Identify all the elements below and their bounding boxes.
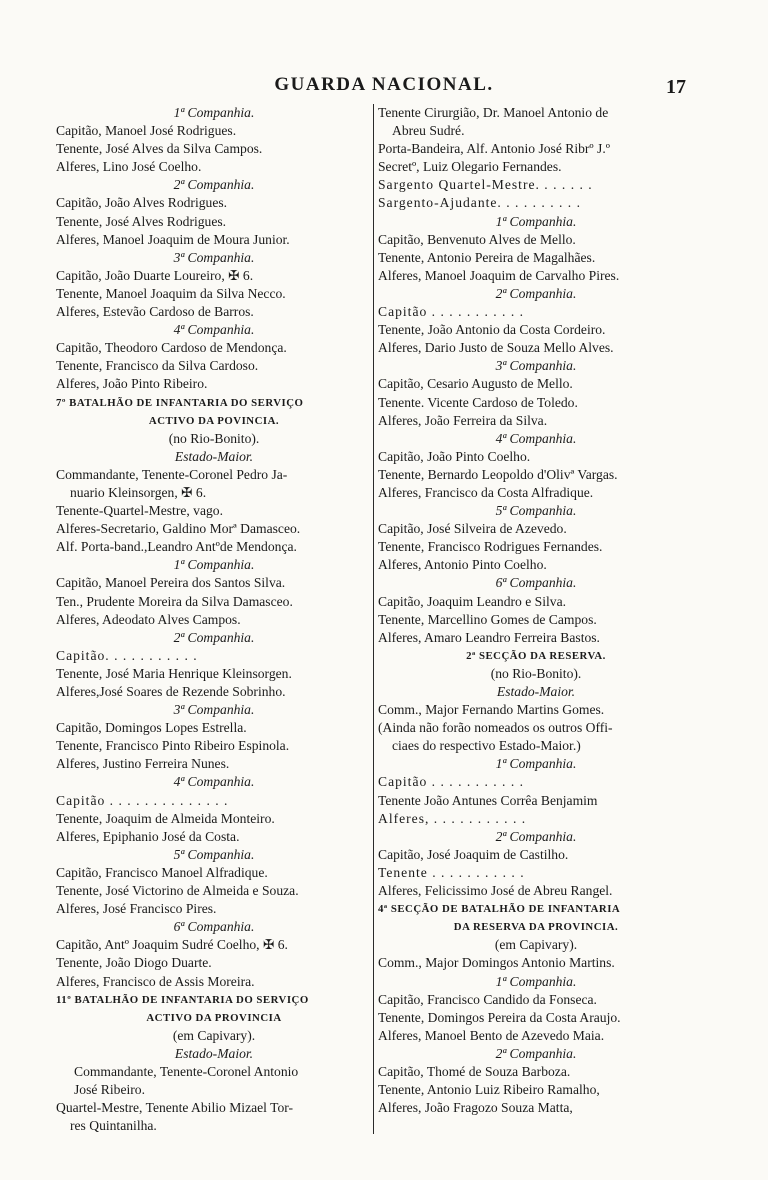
text-line: ACTIVO DA POVINCIA. <box>148 414 280 427</box>
text-line: Sargento-Ajudante. . . . . . . . . . <box>378 195 582 211</box>
text-line: Capitão, Francisco Candido da Fonseca. <box>378 991 597 1007</box>
text-line: Capitão, Manoel Pereira dos Santos Silva. <box>56 575 286 591</box>
text-line: Tenente, José Victorino de Almeida e Souza. <box>56 883 299 899</box>
text-line: Tenente, Antonio Pereira de Magalhães. <box>378 249 596 265</box>
text-line: 6ª Companhia. <box>173 919 255 935</box>
text-line: res Quintanilha. <box>70 1118 157 1134</box>
text-line: José Ribeiro. <box>74 1082 145 1098</box>
text-line: Tenente, Francisco Rodrigues Fernandes. <box>378 539 603 555</box>
text-line: Tenente, Joaquim de Almeida Monteiro. <box>56 810 275 826</box>
text-line: 1ª Companhia. <box>495 973 577 989</box>
text-line: Estado-Maior. <box>174 1045 254 1061</box>
text-line: Commandante, Tenente-Coronel Pedro Ja- <box>56 466 288 482</box>
text-line: Capitão . . . . . . . . . . . . . . <box>56 792 229 808</box>
text-line: Comm., Major Domingos Antonio Martins. <box>378 955 615 971</box>
text-line: ACTIVO DA PROVINCIA <box>146 1011 282 1024</box>
text-line: Capitão, Manoel José Rodrigues. <box>56 123 237 139</box>
text-line: (em Capivary). <box>494 937 578 953</box>
text-line: Capitão . . . . . . . . . . . <box>378 774 525 790</box>
text-line: Alferes, Lino José Coelho. <box>56 159 202 175</box>
text-line: Alferes, Epiphanio José da Costa. <box>56 828 240 844</box>
left-column <box>56 104 372 1135</box>
text-line: 11º BATALHÃO DE INFANTARIA DO SERVIÇO <box>56 993 309 1006</box>
text-line: Tenente, José Maria Henrique Kleinsorgen. <box>56 665 292 681</box>
text-line: Tenente . . . . . . . . . . . <box>378 864 525 880</box>
text-line: Capitão, João Alves Rodrigues. <box>56 195 228 211</box>
text-line: 1ª Companhia. <box>173 557 255 573</box>
text-line: Alferes,José Soares de Rezende Sobrinho. <box>56 684 286 699</box>
text-line: Capitão, Antº Joaquim Sudré Coelho, ✠ 6. <box>56 937 288 953</box>
text-line: Alferes, Adeodato Alves Campos. <box>56 611 241 627</box>
text-line: Capitão . . . . . . . . . . . <box>378 304 525 320</box>
text-line: 2ª Companhia. <box>173 177 255 193</box>
text-line: 5ª Companhia. <box>495 503 577 519</box>
text-line: 1ª Companhia. <box>495 213 577 229</box>
text-line: 4ª SECÇÃO DE BATALHÃO DE INFANTARIA <box>378 903 621 916</box>
text-line: Tenente, Francisco da Silva Cardoso. <box>56 358 259 374</box>
text-line: nuario Kleinsorgen, ✠ 6. <box>70 484 207 500</box>
text-line: Alferes, Manoel Joaquim de Carvalho Pires. <box>378 267 620 283</box>
text-line: Estado-Maior. <box>174 448 254 464</box>
text-line: 4ª Companhia. <box>495 430 577 446</box>
text-line: Tenente, José Alves da Silva Campos. <box>56 141 263 157</box>
text-line: Capitão, Domingos Lopes Estrella. <box>56 720 247 736</box>
page-number: 17 <box>666 76 686 98</box>
text-line: Alferes, João Fragozo Souza Matta, <box>378 1100 573 1116</box>
text-line: Capitão, José Joaquim de Castilho. <box>378 846 569 862</box>
text-line: Capitão, José Silveira de Azevedo. <box>378 521 567 537</box>
text-line: 1ª Companhia. <box>173 105 255 120</box>
text-line: Capitão, Thomé de Souza Barboza. <box>378 1063 571 1079</box>
text-line: Alferes, Justino Ferreira Nunes. <box>56 756 230 772</box>
text-line: Commandante, Tenente-Coronel Antonio <box>74 1063 299 1079</box>
text-line: Capitão, João Duarte Loureiro, ✠ 6. <box>56 267 254 283</box>
text-line: 6ª Companhia. <box>495 575 577 591</box>
text-line: Alf. Porta-band.,Leandro Antºde Mendonça. <box>56 539 297 555</box>
page-header <box>0 74 768 100</box>
text-line: Tenente Cirurgião, Dr. Manoel Antonio de <box>378 105 609 120</box>
right-column <box>378 104 694 1117</box>
text-line: Porta-Bandeira, Alf. Antonio José Ribrº J.º <box>378 141 610 157</box>
text-line: 2ª SECÇÃO DA RESERVA. <box>466 649 606 662</box>
text-line: Alferes, Manoel Joaquim de Moura Junior. <box>56 231 290 247</box>
text-line: (no Rio-Bonito). <box>490 665 582 681</box>
text-line: Alferes, Dario Justo de Souza Mello Alves. <box>378 340 614 356</box>
text-line: Tenente, José Alves Rodrigues. <box>56 213 227 229</box>
text-line: Alferes, José Francisco Pires. <box>56 901 217 917</box>
column-divider <box>373 104 374 1134</box>
text-line: Capitão, Theodoro Cardoso de Mendonça. <box>56 340 287 356</box>
text-line: Capitão, João Pinto Coelho. <box>378 448 531 464</box>
text-line: 7º BATALHÃO DE INFANTARIA DO SERVIÇO <box>56 396 304 409</box>
text-line: 3ª Companhia. <box>173 249 255 265</box>
text-line: Estado-Maior. <box>496 684 576 699</box>
text-line: Alferes-Secretario, Galdino Morª Damasceo. <box>56 521 301 537</box>
text-line: Alferes, Estevão Cardoso de Barros. <box>56 304 254 320</box>
text-line: 2ª Companhia. <box>495 285 577 301</box>
text-line: Tenente, João Antonio da Costa Cordeiro. <box>378 322 606 338</box>
text-line: Sargento Quartel-Mestre. . . . . . . <box>378 177 593 193</box>
text-line: 3ª Companhia. <box>495 358 577 374</box>
text-line: Tenente, Antonio Luiz Ribeiro Ramalho, <box>378 1082 600 1098</box>
text-line: Capitão, Benvenuto Alves de Mello. <box>378 231 576 247</box>
text-line: (em Capivary). <box>172 1027 256 1043</box>
text-line: Secretº, Luiz Olegario Fernandes. <box>378 159 562 175</box>
text-line: Capitão, Francisco Manoel Alfradique. <box>56 864 268 880</box>
text-line: ciaes do respectivo Estado-Maior.) <box>392 738 581 754</box>
text-line: Ten., Prudente Moreira da Silva Damasceo. <box>56 593 293 609</box>
text-line: Tenente, Marcellino Gomes de Campos. <box>378 611 597 627</box>
text-line: Alferes, Amaro Leandro Ferreira Bastos. <box>378 629 600 645</box>
text-line: (Ainda não forão nomeados os outros Offi- <box>378 720 613 736</box>
text-line: Abreu Sudré. <box>392 123 465 139</box>
text-line: 1ª Companhia. <box>495 756 577 772</box>
text-line: Tenente, Manoel Joaquim da Silva Necco. <box>56 285 286 301</box>
text-line: Tenente-Quartel-Mestre, vago. <box>56 503 224 519</box>
text-line: Alferes, Felicissimo José de Abreu Rangel. <box>378 883 613 899</box>
text-line: Quartel-Mestre, Tenente Abilio Mizael Tor- <box>56 1100 294 1116</box>
text-line: 4ª Companhia. <box>173 774 255 790</box>
text-line: Alferes, João Pinto Ribeiro. <box>56 376 208 392</box>
text-line: Alferes, . . . . . . . . . . . <box>378 810 527 826</box>
text-line: 2ª Companhia. <box>173 629 255 645</box>
text-line: Capitão, Joaquim Leandro e Silva. <box>378 593 567 609</box>
text-line: Tenente, Francisco Pinto Ribeiro Espinola. <box>56 738 290 754</box>
text-line: Capitão. . . . . . . . . . . <box>56 647 198 663</box>
text-line: 5ª Companhia. <box>173 846 255 862</box>
text-line: Tenente, Domingos Pereira da Costa Araujo. <box>378 1009 621 1025</box>
text-line: Alferes, Francisco da Costa Alfradique. <box>378 484 594 500</box>
text-line: 3ª Companhia. <box>173 702 255 718</box>
text-line: Tenente João Antunes Corrêa Benjamim <box>378 792 598 808</box>
text-line: DA RESERVA DA PROVINCIA. <box>453 921 619 934</box>
text-line: (no Rio-Bonito). <box>168 430 260 446</box>
text-line: Comm., Major Fernando Martins Gomes. <box>378 702 605 718</box>
text-line: Alferes, João Ferreira da Silva. <box>378 412 548 428</box>
text-line: Alferes, Antonio Pinto Coelho. <box>378 557 547 573</box>
text-line: 2ª Companhia. <box>495 828 577 844</box>
text-line: 4ª Companhia. <box>173 322 255 338</box>
text-line: Capitão, Cesario Augusto de Mello. <box>378 376 573 392</box>
text-line: Alferes, Francisco de Assis Moreira. <box>56 973 255 989</box>
text-line: Alferes, Manoel Bento de Azevedo Maia. <box>378 1027 605 1043</box>
text-line: Tenente. Vicente Cardoso de Toledo. <box>378 394 578 410</box>
text-line: Tenente, Bernardo Leopoldo d'Olivª Vargas. <box>378 466 618 482</box>
running-title: GUARDA NACIONAL. <box>274 74 494 95</box>
text-line: 2ª Companhia. <box>495 1045 577 1061</box>
text-line: Tenente, João Diogo Duarte. <box>56 955 212 971</box>
